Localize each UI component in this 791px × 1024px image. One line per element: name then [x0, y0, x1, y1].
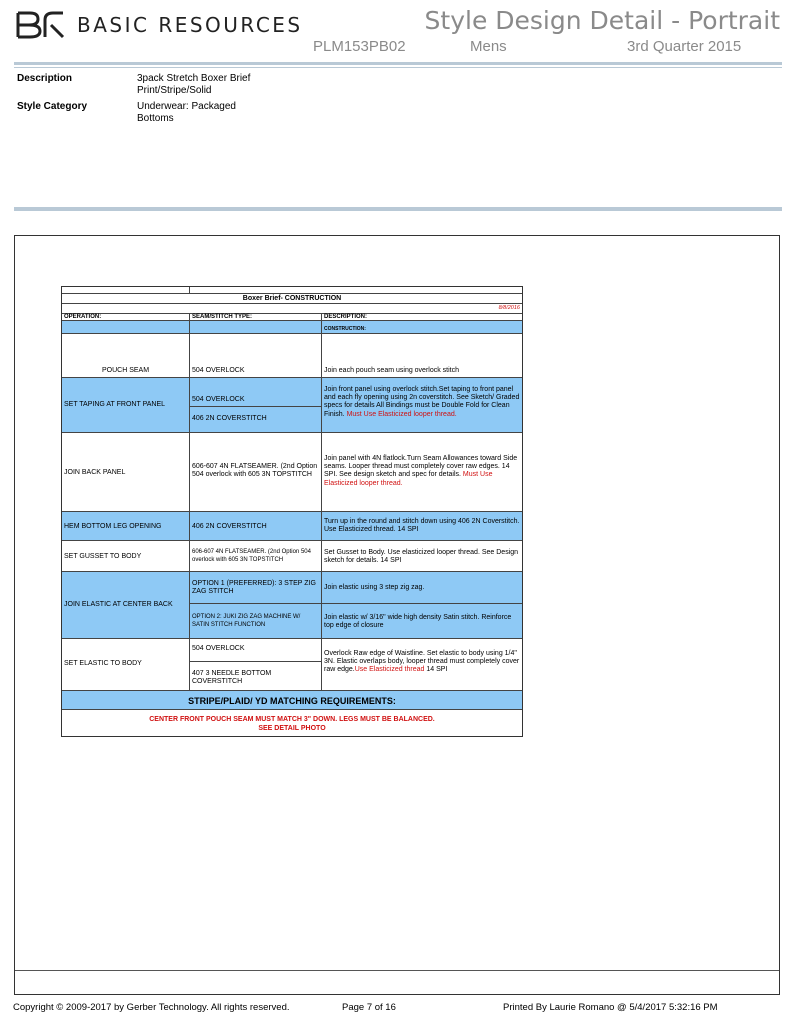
operation-cell: JOIN ELASTIC AT CENTER BACK — [64, 601, 173, 608]
sheet-title: Boxer Brief- CONSTRUCTION — [242, 295, 342, 302]
sheet-top-row — [62, 287, 522, 294]
description-cell: Turn up in the round and stitch down using 406 2N Coverstitch. Use Elasticized thread. 14 SPI — [324, 518, 520, 534]
operation-cell: HEM BOTTOM LEG OPENING — [64, 523, 162, 530]
table-row — [62, 639, 522, 691]
col-stitch: SEAM/STITCH TYPE: — [192, 314, 253, 320]
col-operation: OPERATION: — [64, 314, 102, 320]
stitch-cell: 407 3 NEEDLE BOTTOM COVERSTITCH — [192, 670, 272, 686]
stitch-cell: 606-607 4N FLATSEAMER. (2nd Option 504 overlock with 605 3N TOPSTITCH — [192, 549, 311, 563]
stitch-cell: 606-607 4N FLATSEAMER. (2nd Option 504 overlock with 605 3N TOPSTITCH — [192, 463, 318, 479]
season: 3rd Quarter 2015 — [627, 38, 742, 55]
table-row — [62, 541, 522, 572]
description-cell: Set Gusset to Body. Use elasticized looper thread. See Design sketch for details. 14 SPI — [324, 549, 519, 565]
sheet-title-row — [62, 294, 522, 304]
stitch-cell: 504 OVERLOCK — [192, 645, 245, 652]
sheet-date: 8/8/2016 — [498, 305, 520, 311]
description-cell: Overlock Raw edge of Waistline. Set elastic to body using 1/4" 3N. Elastic overlaps body, looper thread must completely cover raw edge.Use Elasticized thread 14 SPI — [324, 650, 520, 674]
stitch-cell: 504 OVERLOCK — [192, 366, 245, 374]
category-label: Style Category — [17, 101, 88, 112]
stitch-cell: OPTION 1 (PREFERRED): 3 STEP ZIG ZAG STITCH — [192, 580, 316, 596]
stitch-cell: 406 2N COVERSTITCH — [192, 415, 267, 422]
description-value: 3pack Stretch Boxer Brief Print/Stripe/Solid — [137, 73, 251, 96]
operation-cell: SET GUSSET TO BODY — [64, 553, 142, 560]
matching-text: CENTER FRONT POUCH SEAM MUST MATCH 3" DOWN. LEGS MUST BE BALANCED. SEE DETAIL PHOTO — [149, 716, 435, 732]
construction-sheet — [61, 286, 523, 737]
footer-printed-by: Printed By Laurie Romano @ 5/4/2017 5:32:16 PM — [503, 1002, 718, 1013]
header-rule-thin — [14, 67, 782, 68]
section-rule — [14, 207, 782, 211]
table-row — [62, 433, 522, 512]
brand-name: BASIC RESOURCES — [77, 13, 303, 37]
br-logo-icon — [15, 11, 65, 39]
division: Mens — [470, 38, 507, 55]
matching-title-row — [62, 691, 522, 710]
operation-cell: SET TAPING AT FRONT PANEL — [64, 401, 166, 408]
operation-cell: POUCH SEAM — [101, 366, 150, 374]
construction-label: CONSTRUCTION: — [324, 326, 366, 332]
operation-cell: SET ELASTIC TO BODY — [64, 660, 142, 667]
construction-label-row — [62, 321, 522, 334]
operation-cell: JOIN BACK PANEL — [64, 469, 126, 476]
brand-logo — [15, 11, 303, 39]
description-label: Description — [17, 73, 73, 84]
table-row — [62, 572, 522, 639]
matching-text-row — [62, 710, 522, 737]
matching-title: STRIPE/PLAID/ YD MATCHING REQUIREMENTS: — [188, 696, 396, 706]
stitch-cell: OPTION 2: JUKI ZIG ZAG MACHINE W/ SATIN STITCH FUNCTION — [192, 614, 301, 628]
page-title: Style Design Detail - Portrait — [424, 6, 780, 35]
description-cell: Join elastic w/ 3/16" wide high density Satin stitch. Reinforce top edge of closure — [324, 614, 512, 630]
stitch-cell: 406 2N COVERSTITCH — [192, 523, 267, 530]
col-description: DESCRIPTION: — [324, 314, 368, 320]
description-cell: Join panel with 4N flatlock.Turn Seam Allowances toward Side seams. Looper thread must completely cover raw edges. 14 SPI. See design sketch and spec for details. Must Use Elasticized looper thread. — [324, 455, 518, 487]
footer-copyright: Copyright © 2009-2017 by Gerber Technology. All rights reserved. — [13, 1002, 290, 1013]
table-row — [62, 334, 522, 378]
table-row — [62, 512, 522, 541]
category-value: Underwear: Packaged Bottoms — [137, 101, 236, 124]
frame-divider — [15, 970, 779, 971]
sheet-date-row — [62, 304, 522, 313]
description-cell: Join each pouch seam using overlock stitch — [324, 366, 460, 374]
style-number: PLM153PB02 — [313, 38, 406, 55]
table-row — [62, 378, 522, 433]
header-rule — [14, 62, 782, 65]
description-cell: Join front panel using overlock stitch.Set taping to front panel and each fly opening using 2n coverstitch. See Sketch/ Graded specs for details All Bindings must be Double Fold for Clean Finish. Must Use Elasticized looper thread. — [324, 386, 520, 418]
stitch-cell: 504 OVERLOCK — [192, 396, 245, 403]
footer-page-number: Page 7 of 16 — [342, 1002, 396, 1013]
description-cell: Join elastic using 3 step zig zag. — [324, 584, 425, 591]
column-header-row — [62, 313, 522, 321]
